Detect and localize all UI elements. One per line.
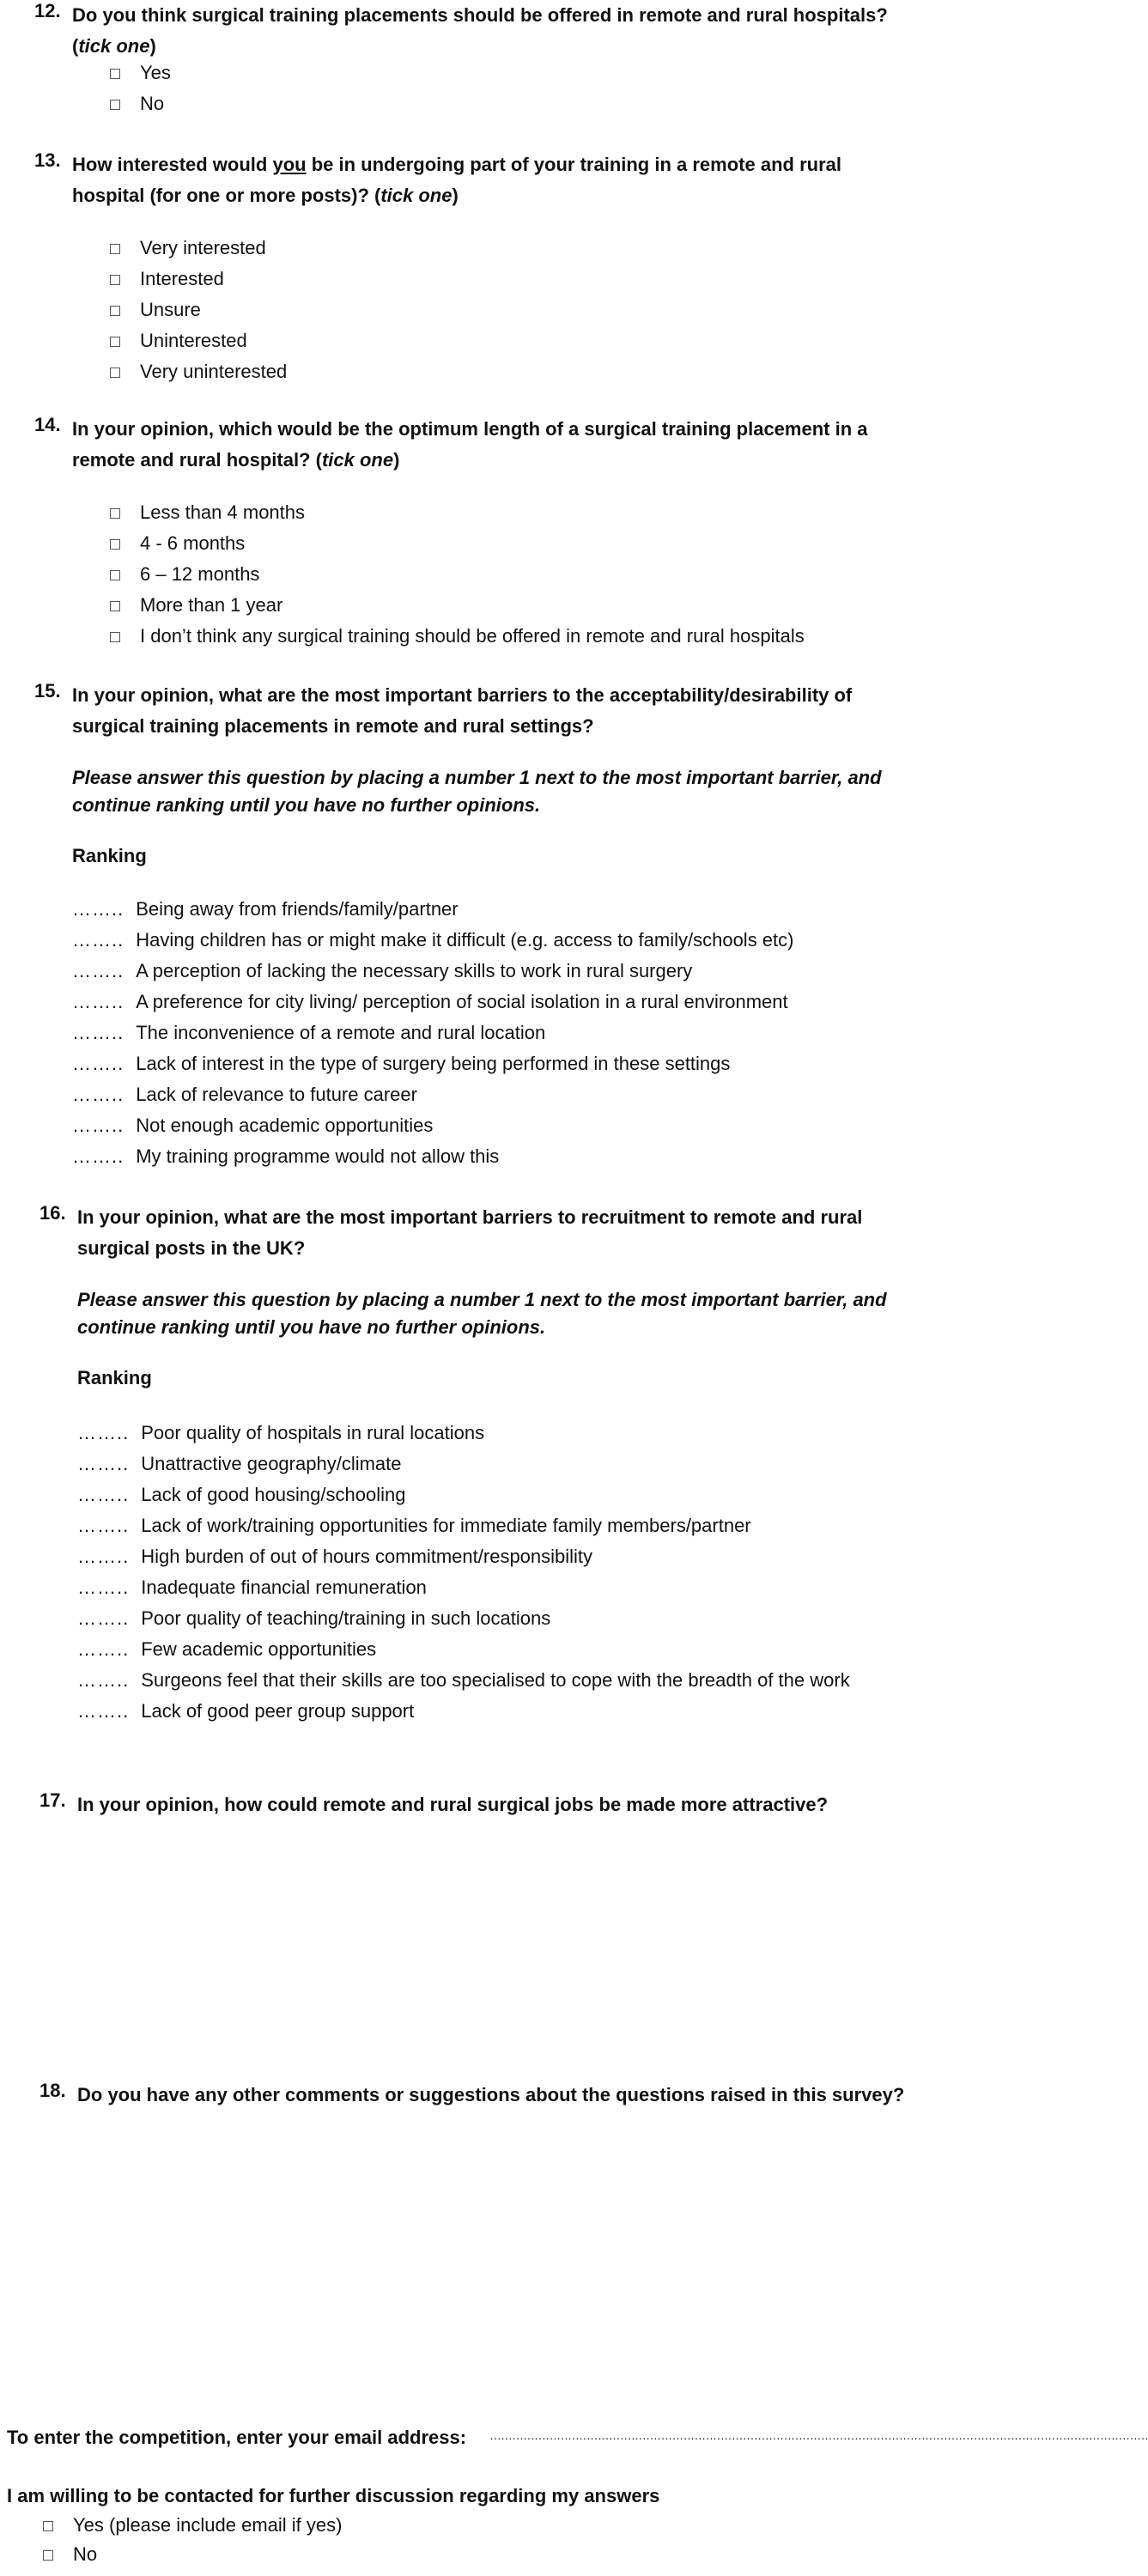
q15-text-line2: surgical training placements in remote and rural settings?: [72, 715, 594, 737]
q13-number: 13.: [34, 149, 61, 171]
q14-option-6-12[interactable]: 6 – 12 months: [110, 563, 259, 586]
checkbox-icon[interactable]: [110, 601, 120, 611]
q14-option-none[interactable]: I don’t think any surgical training should be offered in remote and rural hospitals: [110, 625, 805, 647]
q13-option-unsure[interactable]: Unsure: [110, 299, 201, 321]
checkbox-icon[interactable]: [43, 2550, 53, 2561]
checkbox-icon[interactable]: [110, 306, 120, 316]
checkbox-icon[interactable]: [110, 100, 120, 110]
q18-text: Do you have any other comments or suggestions about the questions raised in this survey?: [77, 2084, 905, 2105]
checkbox-icon[interactable]: [110, 570, 120, 580]
q12-number: 12.: [34, 0, 61, 21]
q13-text-line1: How interested would you be in undergoing part of your training in a remote and rural: [72, 154, 841, 175]
q12-option-yes[interactable]: Yes: [110, 62, 171, 84]
q15-rank-item[interactable]: …….. Lack of relevance to future career: [72, 1084, 417, 1105]
q16-instructions-line1: Please answer this question by placing a number 1 next to the most important barrier, and: [77, 1289, 887, 1310]
checkbox-icon[interactable]: [110, 69, 120, 79]
q13-option-uninterested[interactable]: Uninterested: [110, 330, 247, 352]
q15-rank-item[interactable]: …….. Being away from friends/family/partner: [72, 898, 459, 920]
checkbox-icon[interactable]: [110, 244, 120, 254]
q16-rank-item[interactable]: …….. Few academic opportunities: [77, 1638, 377, 1660]
q17-answer-area[interactable]: [77, 1829, 876, 2052]
q15-rank-item[interactable]: …….. Lack of interest in the type of surgery being performed in these settings: [72, 1053, 731, 1074]
q12-tick-note: (tick one): [72, 35, 156, 57]
q16-rank-item[interactable]: …….. Inadequate financial remuneration: [77, 1577, 427, 1598]
q14-text-line1: In your opinion, which would be the optimum length of a surgical training placement in a: [72, 418, 868, 440]
q13-option-interested[interactable]: Interested: [110, 268, 224, 290]
q12-option-no[interactable]: No: [110, 93, 164, 115]
q16-rank-item[interactable]: …….. Poor quality of teaching/training in such locations: [77, 1607, 551, 1629]
q13-option-very-interested[interactable]: Very interested: [110, 237, 266, 259]
q16-rank-item[interactable]: …….. Lack of work/training opportunities for immediate family members/partner: [77, 1515, 751, 1536]
q15-rank-item[interactable]: …….. My training programme would not allow this: [72, 1145, 500, 1167]
q16-rank-item[interactable]: …….. Surgeons feel that their skills are too specialised to cope with the breadth of the work: [77, 1669, 850, 1691]
contact-option-yes[interactable]: Yes (please include email if yes): [43, 2514, 342, 2537]
q14-text-line2: remote and rural hospital? (tick one): [72, 449, 400, 471]
q16-text-line1: In your opinion, what are the most important barriers to recruitment to remote and rural: [77, 1206, 863, 1228]
q14-option-4-6[interactable]: 4 - 6 months: [110, 532, 245, 555]
q15-text-line1: In your opinion, what are the most important barriers to the acceptability/desirability of: [72, 684, 853, 706]
q15-ranking-label: Ranking: [72, 845, 147, 866]
q16-text-line2: surgical posts in the UK?: [77, 1237, 306, 1259]
checkbox-icon[interactable]: [110, 275, 120, 285]
q16-ranking-label: Ranking: [77, 1367, 152, 1388]
checkbox-icon[interactable]: [43, 2521, 53, 2531]
checkbox-icon[interactable]: [110, 632, 120, 642]
q17-number: 17.: [39, 1789, 66, 1811]
q14-option-lt4[interactable]: Less than 4 months: [110, 501, 305, 524]
q15-rank-item[interactable]: …….. The inconvenience of a remote and rural location: [72, 1022, 546, 1043]
email-input[interactable]: ……………………………………………………………………………………………………………………………………………………………: [489, 2428, 1148, 2442]
q14-option-gt1y[interactable]: More than 1 year: [110, 594, 282, 617]
q16-instructions-line2: continue ranking until you have no further opinions.: [77, 1316, 546, 1338]
q13-option-very-uninterested[interactable]: Very uninterested: [110, 361, 287, 383]
q14-number: 14.: [34, 414, 61, 435]
checkbox-icon[interactable]: [110, 337, 120, 347]
contact-label: I am willing to be contacted for further discussion regarding my answers: [7, 2485, 660, 2506]
q15-instructions-line1: Please answer this question by placing a number 1 next to the most important barrier, and: [72, 767, 882, 788]
q15-rank-item[interactable]: …….. Not enough academic opportunities: [72, 1115, 434, 1136]
q15-number: 15.: [34, 680, 61, 702]
competition-label: To enter the competition, enter your email address:: [7, 2427, 467, 2448]
checkbox-icon[interactable]: [110, 508, 120, 519]
checkbox-icon[interactable]: [110, 368, 120, 378]
q13-text-line2: hospital (for one or more posts)? (tick one): [72, 185, 459, 206]
q16-rank-item[interactable]: …….. Poor quality of hospitals in rural locations: [77, 1422, 485, 1443]
checkbox-icon[interactable]: [110, 539, 120, 550]
q16-rank-item[interactable]: …….. Lack of good housing/schooling: [77, 1484, 406, 1505]
q18-number: 18.: [39, 2080, 66, 2101]
q15-rank-item[interactable]: …….. A preference for city living/ perception of social isolation in a rural environment: [72, 991, 788, 1012]
q12-text: Do you think surgical training placements should be offered in remote and rural hospitals?: [72, 4, 888, 26]
q16-rank-item[interactable]: …….. Lack of good peer group support: [77, 1700, 415, 1722]
q18-answer-area[interactable]: [77, 2119, 876, 2394]
q17-text: In your opinion, how could remote and rural surgical jobs be made more attractive?: [77, 1794, 829, 1815]
q16-number: 16.: [39, 1202, 66, 1224]
q15-instructions-line2: continue ranking until you have no further opinions.: [72, 794, 541, 816]
q16-rank-item[interactable]: …….. High burden of out of hours commitment/responsibility: [77, 1546, 593, 1567]
q16-rank-item[interactable]: …….. Unattractive geography/climate: [77, 1453, 402, 1474]
q15-rank-item[interactable]: …….. Having children has or might make it difficult (e.g. access to family/schools etc): [72, 929, 794, 951]
q15-rank-item[interactable]: …….. A perception of lacking the necessary skills to work in rural surgery: [72, 960, 693, 981]
contact-option-no[interactable]: No: [43, 2543, 97, 2566]
